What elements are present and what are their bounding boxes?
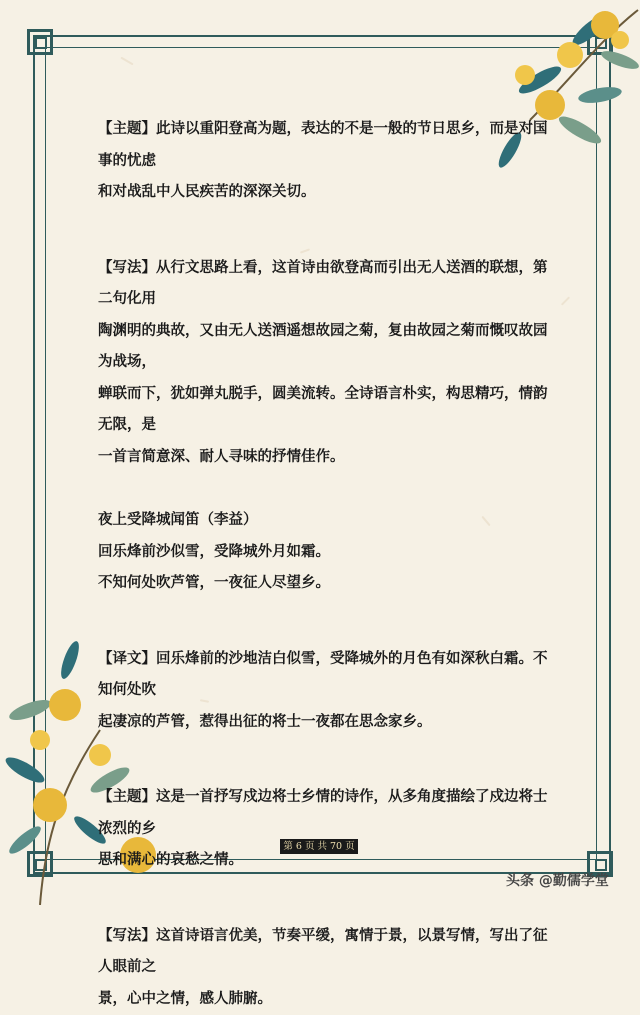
document-body bbox=[98, 114, 558, 1015]
text-line: 一首言简意深、耐人寻味的抒情佳作。 bbox=[98, 442, 558, 474]
text-line: 陶渊明的典故，又由无人送酒遥想故园之菊，复由故园之菊而慨叹故园为战场， bbox=[98, 316, 558, 379]
text-line: 【译文】回乐烽前的沙地洁白似雪，受降城外的月色有如深秋白霜。不知何处吹 bbox=[98, 644, 558, 707]
text-line: 起凄凉的芦管，惹得出征的将士一夜都在思念家乡。 bbox=[98, 707, 558, 739]
page-number: 第 6 页 共 70 页 bbox=[280, 839, 358, 854]
theme-paragraph-2 bbox=[98, 782, 558, 877]
text-line: 思和满心的哀愁之情。 bbox=[98, 845, 558, 877]
poem-block bbox=[98, 505, 558, 600]
text-line: 【主题】此诗以重阳登高为题，表达的不是一般的节日思乡，而是对国事的忧虑 bbox=[98, 114, 558, 177]
technique-paragraph-2 bbox=[98, 921, 558, 1015]
text-line: 景，心中之情，感人肺腑。 bbox=[98, 984, 558, 1015]
poem-line: 回乐烽前沙似雪，受降城外月如霜。 bbox=[98, 537, 558, 569]
poem-line: 不知何处吹芦管，一夜征人尽望乡。 bbox=[98, 568, 558, 600]
text-line: 蝉联而下，犹如弹丸脱手，圆美流转。全诗语言朴实，构思精巧，情韵无限，是 bbox=[98, 379, 558, 442]
text-line: 【写法】这首诗语言优美，节奏平缓，寓情于景，以景写情，写出了征人眼前之 bbox=[98, 921, 558, 984]
poem-title: 夜上受降城闻笛（李益） bbox=[98, 505, 558, 537]
text-line: 【写法】从行文思路上看，这首诗由欲登高而引出无人送酒的联想，第二句化用 bbox=[98, 253, 558, 316]
corner-ornament-top-left bbox=[27, 29, 53, 55]
theme-paragraph-1 bbox=[98, 114, 558, 209]
text-line: 【主题】这是一首抒写戍边将士乡情的诗作，从多角度描绘了戍边将士浓烈的乡 bbox=[98, 782, 558, 845]
text-line: 和对战乱中人民疾苦的深深关切。 bbox=[98, 177, 558, 209]
watermark: 头条 @勤儒学堂 bbox=[506, 870, 609, 890]
technique-paragraph-1 bbox=[98, 253, 558, 474]
translation-paragraph bbox=[98, 644, 558, 739]
